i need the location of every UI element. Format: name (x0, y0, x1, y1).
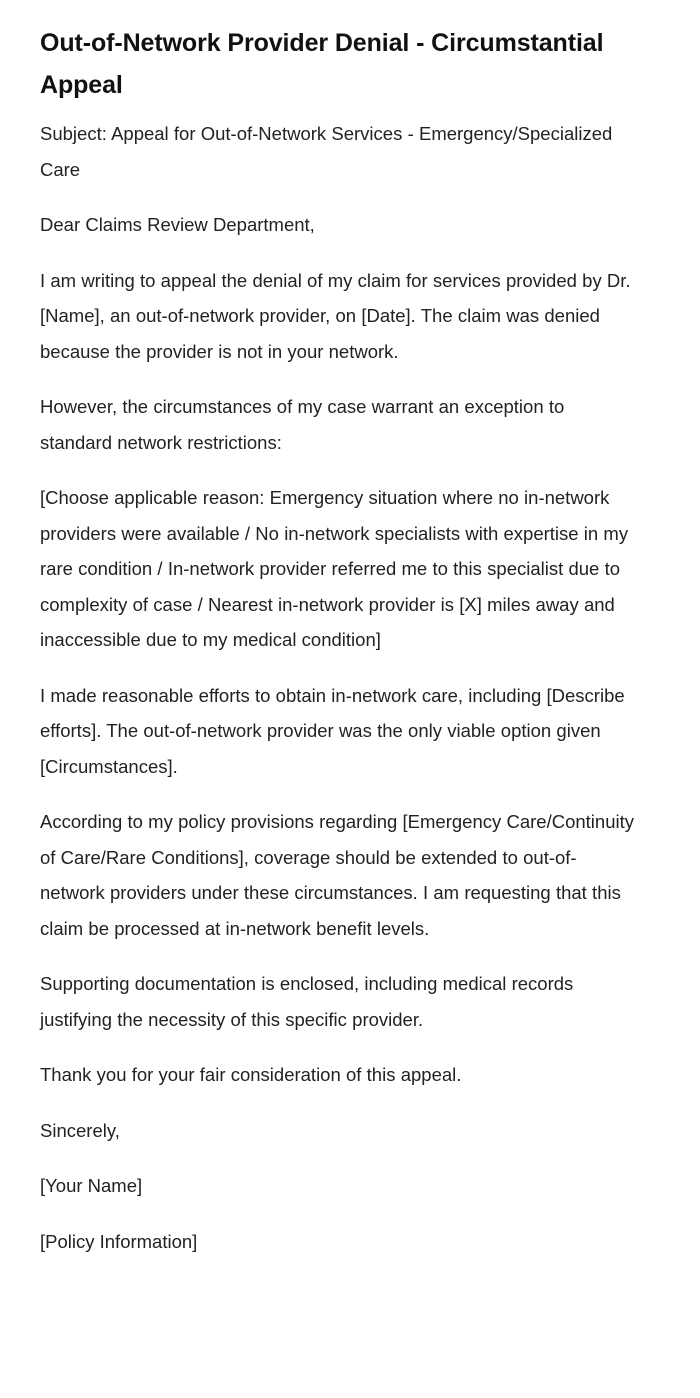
closing-salutation: Sincerely, (40, 1119, 120, 1141)
body-paragraph-policy-provisions: According to my policy provisions regarding [Emergency Care/Continuity of Care/Rare Conditions], coverage should be extended to out-of-network providers under these circumstances. I am requesting that this claim be processed at in-network benefit levels. (40, 811, 634, 939)
body-paragraph-exception-intro: However, the circumstances of my case warrant an exception to standard network restrictions: (40, 396, 565, 453)
body-paragraph-thank-you: Thank you for your fair consideration of this appeal. (40, 1064, 462, 1085)
subject-line: Subject: Appeal for Out-of-Network Services - Emergency/Specialized Care (40, 123, 613, 180)
signature-name-placeholder: [Your Name] (40, 1175, 143, 1196)
body-paragraph-denial-statement: I am writing to appeal the denial of my claim for services provided by Dr. [Name], an out-of-network provider, on [Date]. The claim was denied because the provider is not in your network. (40, 269, 631, 362)
salutation: Dear Claims Review Department, (40, 214, 315, 235)
body-paragraph-reasonable-efforts: I made reasonable efforts to obtain in-network care, including [Describe efforts]. The out-of-network provider was the only viable option given [Circumstances]. (40, 684, 625, 777)
signature-policy-placeholder: [Policy Information] (40, 1230, 198, 1252)
page-title: Out-of-Network Provider Denial - Circumstantial Appeal (40, 29, 604, 99)
body-paragraph-supporting-documentation: Supporting documentation is enclosed, including medical records justifying the necessity of this specific provider. (40, 973, 574, 1030)
body-paragraph-reason-options: [Choose applicable reason: Emergency situation where no in-network providers were available / No in-network specialists with expertise in my rare condition / In-network provider referred me to this specialist due to complexity of case / Nearest in-network provider is [X] miles away and inaccessible due to my medical condition] (40, 487, 629, 650)
